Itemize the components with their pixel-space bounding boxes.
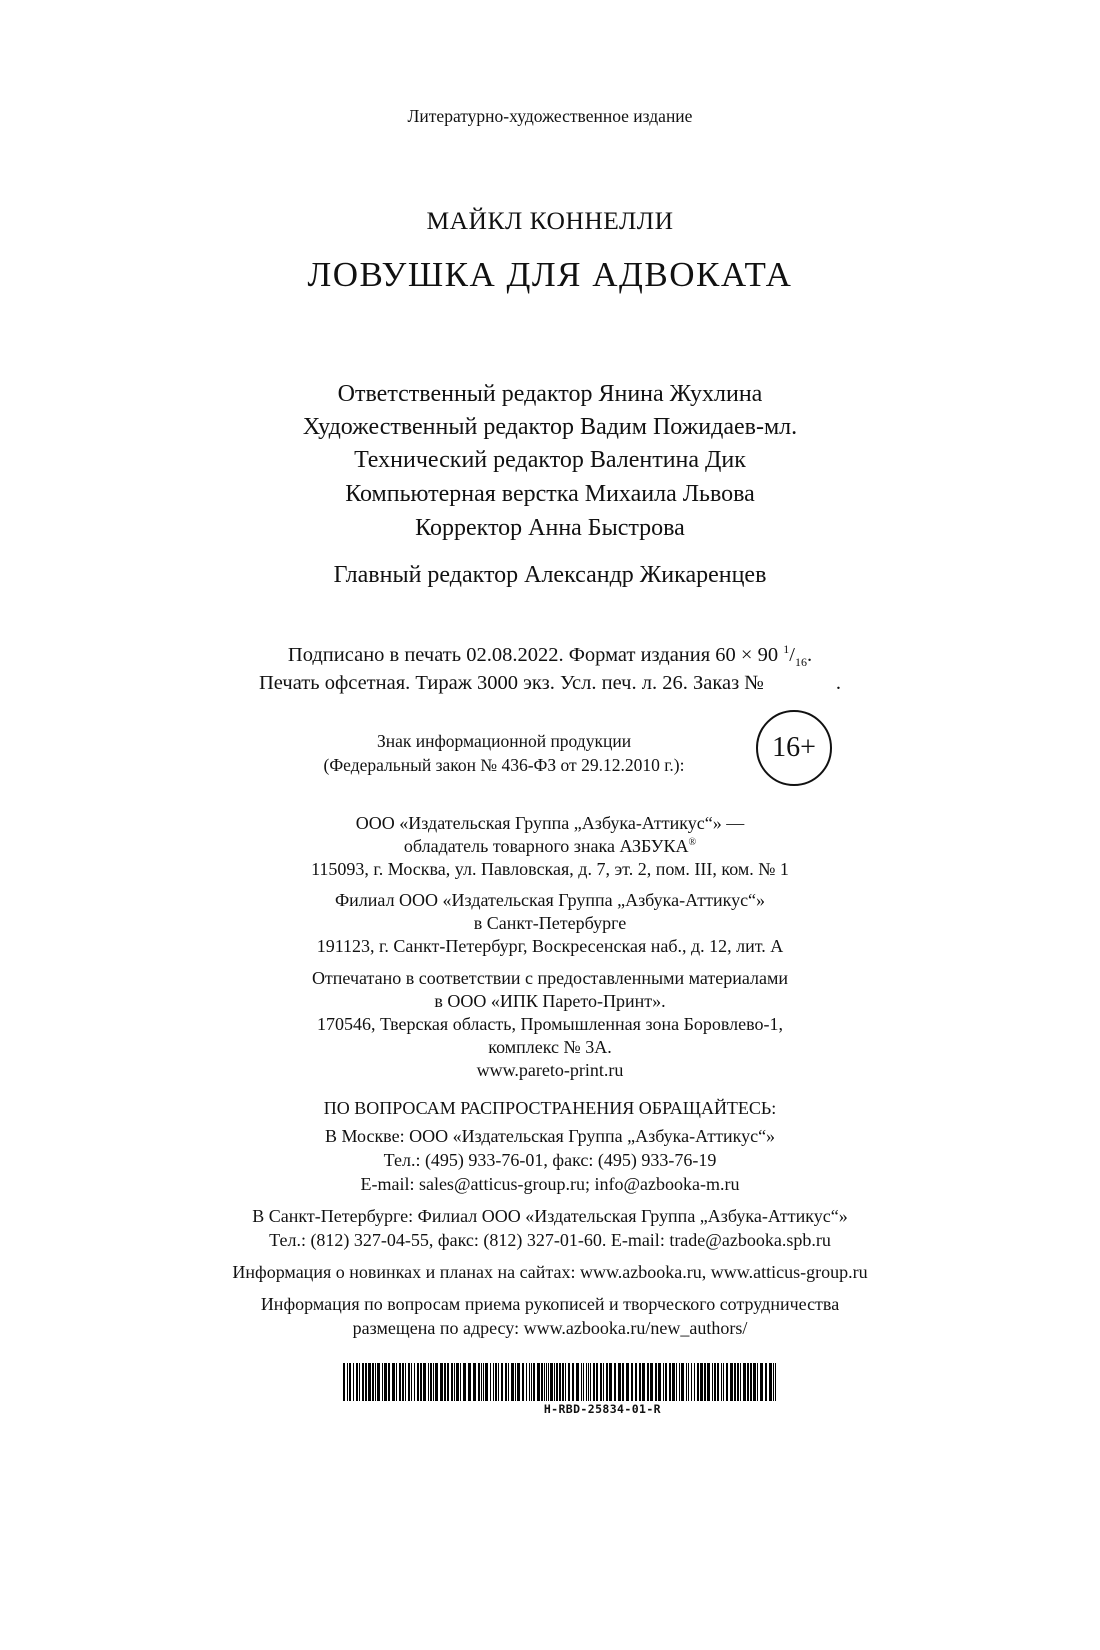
barcode-bar [384,1363,387,1401]
barcode-bar [581,1363,582,1401]
barcode-bar [554,1363,555,1401]
barcode-bar [712,1363,713,1401]
barcode-bar [672,1363,675,1401]
barcode-bar [365,1363,367,1401]
credit-line: Корректор Анна Быстрова [415,515,685,541]
barcode-bar [596,1363,598,1401]
barcode-bar [399,1363,401,1401]
barcode-bar [485,1363,488,1401]
publisher-line [0,836,1100,857]
printer-line: Отпечатано в соответствии с предоставленными материалами [311,968,789,988]
barcode-bar [505,1363,507,1401]
barcode-bar [614,1363,616,1401]
barcode-bar [747,1363,749,1401]
barcode-bar [433,1363,434,1401]
barcode-bar [714,1363,716,1401]
barcode-bar [483,1363,484,1401]
barcode-bar [353,1363,354,1401]
barcode-bar [626,1363,629,1401]
barcode-bar [765,1363,767,1401]
barcode-bar [362,1363,364,1401]
barcode-bar [639,1363,641,1401]
book-title: ЛОВУШКА ДЛЯ АДВОКАТА [307,255,793,294]
barcode-bar [681,1363,684,1401]
barcode-bar [600,1363,602,1401]
barcode-bar [526,1363,527,1401]
distribution-heading: ПО ВОПРОСАМ РАСПРОСТРАНЕНИЯ ОБРАЩАЙТЕСЬ: [323,1098,777,1118]
chief-editor: Главный редактор Александр Жикаренцев [333,562,767,588]
moscow-email: E-mail: sales@atticus-group.ru; info@azbooka-m.ru [360,1174,740,1194]
barcode-bar [635,1363,637,1401]
barcode-bar [686,1363,687,1401]
age-sign-label-2: (Федеральный закон № 436-ФЗ от 29.12.2010 г.): [323,755,685,775]
barcode-bar [559,1363,561,1401]
spb-contact: В Санкт-Петербурге: Филиал ООО «Издательская Группа „Азбука-Аттикус“» [252,1206,848,1226]
barcode-bar [368,1363,371,1401]
barcode-bar [590,1363,591,1401]
barcode-bar [481,1363,482,1401]
barcode-bar [460,1363,461,1401]
barcode-bar [665,1363,667,1401]
age-sign-label-1: Знак информационной продукции [376,731,632,751]
barcode-bar [447,1363,449,1401]
format-fraction-separator: / [789,643,795,666]
barcode-bar [663,1363,664,1401]
branch-line: Филиал ООО «Издательская Группа „Азбука-Аттикус“» [334,890,766,910]
barcode-bar [546,1363,547,1401]
barcode-bar [576,1363,579,1401]
barcode-bar [347,1363,348,1401]
barcode-bar [548,1363,549,1401]
barcode-bar [444,1363,446,1401]
barcode-bar [377,1363,380,1401]
barcode-bar [498,1363,499,1401]
barcode-bar [700,1363,703,1401]
barcode-bar [411,1363,412,1401]
printer-website: www.pareto-print.ru [476,1060,624,1080]
barcode-bar [517,1363,520,1401]
barcode-bar [343,1363,345,1401]
barcode-bar [583,1363,584,1401]
barcode-bar [704,1363,706,1401]
barcode-bar [697,1363,699,1401]
barcode-bar [382,1363,383,1401]
barcode-bar [359,1363,360,1401]
barcode-bar [544,1363,545,1401]
barcode-bar [650,1363,653,1401]
barcode-bar [408,1363,410,1401]
edition-type: Литературно-художественное издание [407,106,693,126]
barcode-bar [568,1363,570,1401]
printer-line: комплекс № 3А. [488,1037,612,1057]
barcode-bar [537,1363,540,1401]
barcode-bar [606,1363,608,1401]
barcode-bar [750,1363,752,1401]
barcode-bar [478,1363,480,1401]
barcode-bar [428,1363,429,1401]
sites-info: Информация о новинках и планах на сайтах: www.azbooka.ru, www.atticus-group.ru [232,1262,868,1282]
barcode-bar [775,1363,776,1401]
barcode-image [343,1363,777,1401]
barcode-bar [694,1363,695,1401]
barcode-bar [490,1363,491,1401]
barcode-bar [562,1363,564,1401]
barcode-bar [688,1363,689,1401]
barcode-bar [435,1363,438,1401]
barcode-bar [572,1363,574,1401]
barcode-bar [430,1363,432,1401]
barcode-bar [717,1363,719,1401]
barcode-bar [420,1363,422,1401]
print-info-text: Подписано в печать 02.08.2022. Формат издания 60 × 90 [287,643,784,666]
barcode-bar [533,1363,535,1401]
publisher-trademark-text: обладатель товарного знака АЗБУКА [403,836,689,856]
barcode-bar [723,1363,724,1401]
barcode-bar [622,1363,624,1401]
manuscripts-address: размещена по адресу: www.azbooka.ru/new_authors/ [352,1318,748,1338]
barcode-bar [468,1363,471,1401]
barcode-bar [349,1363,351,1401]
barcode-bar [593,1363,595,1401]
barcode-bar [440,1363,443,1401]
credit-line: Компьютерная верстка Михаила Львова [345,481,755,507]
barcode-bar [417,1363,419,1401]
barcode-bar [609,1363,612,1401]
barcode-bar [658,1363,661,1401]
barcode-bar [451,1363,453,1401]
barcode-bar [773,1363,774,1401]
barcode-bar [642,1363,645,1401]
age-rating-badge: 16+ [756,710,832,786]
barcode-bar [586,1363,587,1401]
barcode-bar [631,1363,633,1401]
barcode-bar [588,1363,589,1401]
barcode-bar [473,1363,476,1401]
barcode-bar [495,1363,497,1401]
barcode-bar [531,1363,532,1401]
barcode-code: H-RBD-25834-01-R [543,1402,661,1416]
barcode-bar [356,1363,358,1401]
barcode-bar [556,1363,558,1401]
barcode-bar [463,1363,466,1401]
barcode-bar [508,1363,509,1401]
credit-line: Художественный редактор Вадим Пожидаев-мл. [302,414,798,440]
barcode-bar [456,1363,459,1401]
credit-line: Технический редактор Валентина Дик [354,447,746,473]
publisher-address: 115093, г. Москва, ул. Павловская, д. 7, эт. 2, пом. III, ком. № 1 [311,859,789,879]
barcode-bar [743,1363,746,1401]
barcode-bar [454,1363,455,1401]
barcode-bar [511,1363,514,1401]
barcode-bar [730,1363,733,1401]
barcode-bar [402,1363,404,1401]
barcode-bar [522,1363,524,1401]
barcode-bar [414,1363,415,1401]
barcode-bar [493,1363,494,1401]
barcode-bar [721,1363,722,1401]
barcode-bar [655,1363,657,1401]
barcode-bar [603,1363,604,1401]
barcode-bar [392,1363,395,1401]
print-info-end-2: . [835,672,841,694]
barcode-bar [679,1363,680,1401]
barcode-bar [676,1363,677,1401]
barcode-bar [541,1363,543,1401]
barcode-bar [565,1363,566,1401]
format-fraction-denominator: 16 [794,654,807,669]
barcode-bar [388,1363,390,1401]
barcode-bar [529,1363,530,1401]
spb-phone-email: Тел.: (812) 327-04-55, факс: (812) 327-01-60. E-mail: trade@azbooka.spb.ru [269,1230,831,1250]
barcode-bar [769,1363,772,1401]
barcode-bar [515,1363,516,1401]
barcode-bar [726,1363,728,1401]
branch-line: в Санкт-Петербурге [473,913,627,933]
barcode-bar [753,1363,756,1401]
barcode-bar [691,1363,692,1401]
print-info-line-2 [0,672,1100,695]
barcode-bar [760,1363,763,1401]
barcode-bar [707,1363,710,1401]
barcode-bar [757,1363,758,1401]
book-author: МАЙКЛ КОННЕЛЛИ [426,206,674,235]
credit-line: Ответственный редактор Янина Жухлина [337,381,763,407]
printer-line: в ООО «ИПК Парето-Принт». [434,991,666,1011]
barcode-bar [550,1363,553,1401]
branch-address: 191123, г. Санкт-Петербург, Воскресенская наб., д. 12, лит. А [316,936,784,956]
barcode-bar [734,1363,736,1401]
barcode-bar [405,1363,406,1401]
printer-line: 170546, Тверская область, Промышленная зона Боровлево-1, [316,1014,784,1034]
print-info-text-2: Печать офсетная. Тираж 3000 экз. Усл. печ. л. 26. Заказ № [259,672,764,694]
barcode-bar [737,1363,739,1401]
manuscripts-info: Информация по вопросам приема рукописей и творческого сотрудничества [260,1294,840,1314]
barcode-bar [423,1363,426,1401]
format-fraction-numerator: 1 [783,642,790,656]
barcode-bar [375,1363,376,1401]
registered-mark: ® [688,837,697,848]
publisher-line: ООО «Издательская Группа „Азбука-Аттикус“» — [355,813,745,833]
barcode-bar [740,1363,741,1401]
print-info-end: . [806,643,813,666]
moscow-phone: Тел.: (495) 933-76-01, факс: (495) 933-76-19 [383,1150,717,1170]
barcode-bar [396,1363,397,1401]
barcode-bar [647,1363,649,1401]
barcode-bar [618,1363,621,1401]
barcode-bar [669,1363,671,1401]
barcode-bar [372,1363,374,1401]
print-info-line-1 [0,642,1100,670]
moscow-contact: В Москве: ООО «Издательская Группа „Азбука-Аттикус“» [324,1126,776,1146]
barcode-bar [501,1363,503,1401]
